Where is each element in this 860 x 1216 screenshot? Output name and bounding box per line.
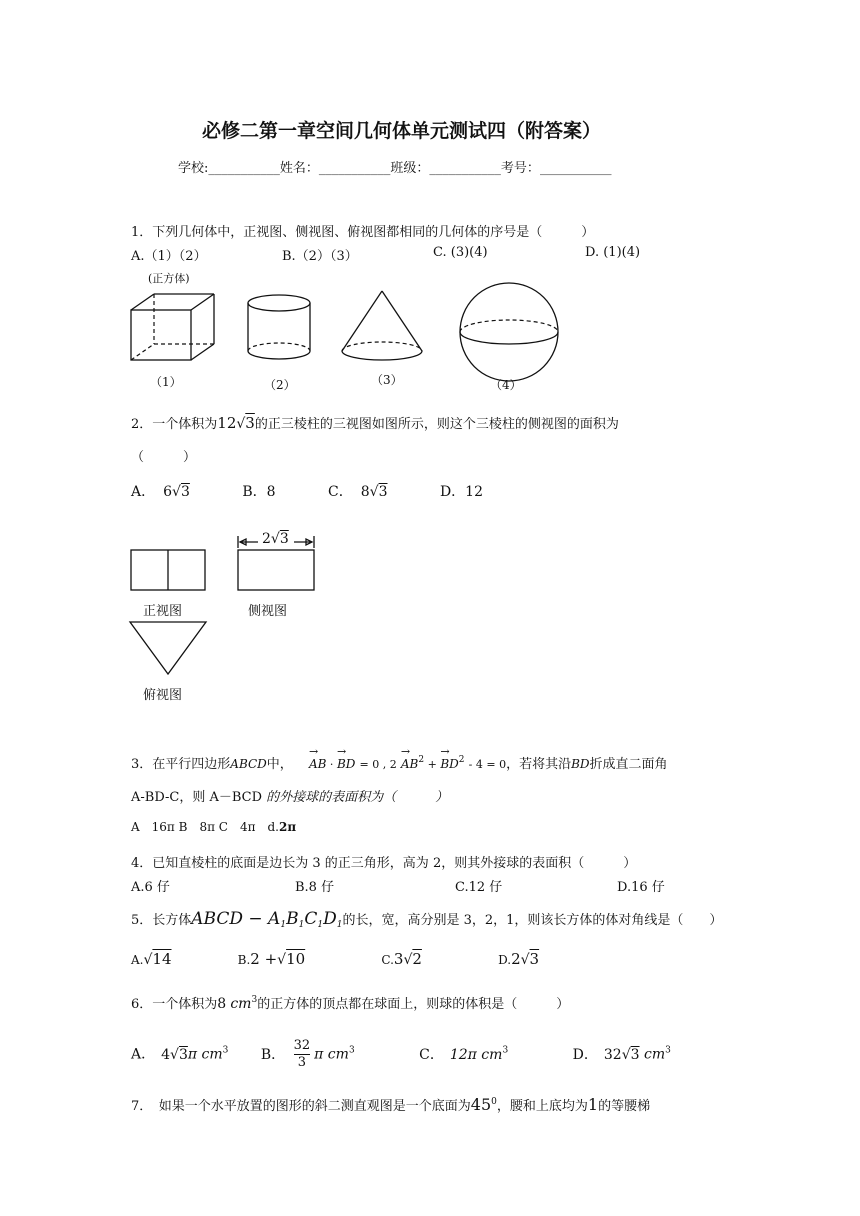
q6-options: A． 4√3π $cm^3$ B． $\frac{32}{3}$ π $cm^3$ C． 12π $cm^3$ D． 32√3 $cm^3$ <box>131 1038 671 1070</box>
q4-stem: 4．已知直棱柱的底面是边长为 3 的正三角形，高为 2，则其外接球的表面积（ ） <box>131 856 637 871</box>
class-blank[interactable]: ___________ <box>429 161 501 176</box>
q2-options: A． 6√3 B．8 C． 8√3 D．12 <box>131 484 483 500</box>
cylinder-figure <box>248 295 310 359</box>
q2-front-view-label: 正视图 <box>143 604 183 619</box>
q7-stem: 7． 如果一个水平放置的图形的斜二测直观图是一个底面为$45^0$，腰和上底均为1的等腰梯 <box>131 1095 651 1114</box>
class-label: 班级： <box>390 161 430 176</box>
school-blank[interactable]: ___________ <box>208 161 280 176</box>
school-label: 学校: <box>178 161 209 176</box>
q1-option-b: B.（2）（3） <box>282 249 358 264</box>
q3-options: A 16π B 8π C 4π d.2π <box>131 820 297 834</box>
name-blank[interactable]: ___________ <box>318 161 391 176</box>
q1-label-4: （4） <box>490 378 522 392</box>
q1-label-1: （1） <box>150 375 182 389</box>
q2-side-view-label: 侧视图 <box>248 604 288 619</box>
q6-stem: 6．一个体积为8 $cm^3$的正方体的顶点都在球面上，则球的体积是（ ） <box>131 995 570 1012</box>
student-info-line <box>178 157 611 176</box>
q1-option-a: A.（1）（2） <box>131 249 207 264</box>
q5-options: A.√14 B.2 +√10 C.3√2 D.2√3 <box>131 950 540 968</box>
q1-figures <box>0 285 860 415</box>
q4-option-d: D.16 仔 <box>617 880 665 895</box>
q1-label-2: （2） <box>264 378 296 392</box>
name-label: 姓名： <box>279 161 319 176</box>
cube-figure <box>131 294 214 360</box>
q5-stem: 5．长方体ABCD − $A_1B_1C_1D_1$的长，宽，高分别是 3，2，1，则该长方体的体对角线是（ ） <box>131 909 723 930</box>
cone-figure <box>342 291 422 360</box>
q3-stem-line2: A-BD-C，则 A－BCD 的外接球的表面积为（ ） <box>131 790 449 805</box>
q4-option-c: C.12 仔 <box>455 880 503 895</box>
q3-stem-line1: 3．在平行四边形ABCD中， → AB · → BD = 0 , $2 \to AB^2$ + → $BD^2 - 4 = 0$，若将其沿BD折成直二面角 <box>131 753 668 772</box>
q2-stem: 2．一个体积为12√3的正三棱柱的三视图如图所示，则这个三棱柱的侧视图的面积为 <box>131 414 619 432</box>
q1-cube-caption: (正方体) <box>148 272 190 285</box>
q4-option-b: B.8 仔 <box>295 880 335 895</box>
q2-top-view-label: 俯视图 <box>143 688 183 703</box>
exam-no-blank[interactable]: ___________ <box>539 161 612 176</box>
q4-option-a: A.6 仔 <box>131 880 170 895</box>
q1-option-d: D. (1)(4) <box>585 245 641 260</box>
q2-paren: （ ） <box>131 450 197 465</box>
q1-stem: 1．下列几何体中，正视图、侧视图、俯视图都相同的几何体的序号是（ ） <box>131 225 595 240</box>
q2-three-views <box>0 530 860 690</box>
page-title: 必修二第一章空间几何体单元测试四（附答案） <box>202 120 602 142</box>
q1-label-3: （3） <box>371 373 403 387</box>
sphere-figure <box>460 283 558 381</box>
q1-option-c: C. (3)(4) <box>433 245 488 260</box>
exam-no-label: 考号： <box>500 161 540 176</box>
q2-dimension-label: 2√3 <box>262 531 289 547</box>
